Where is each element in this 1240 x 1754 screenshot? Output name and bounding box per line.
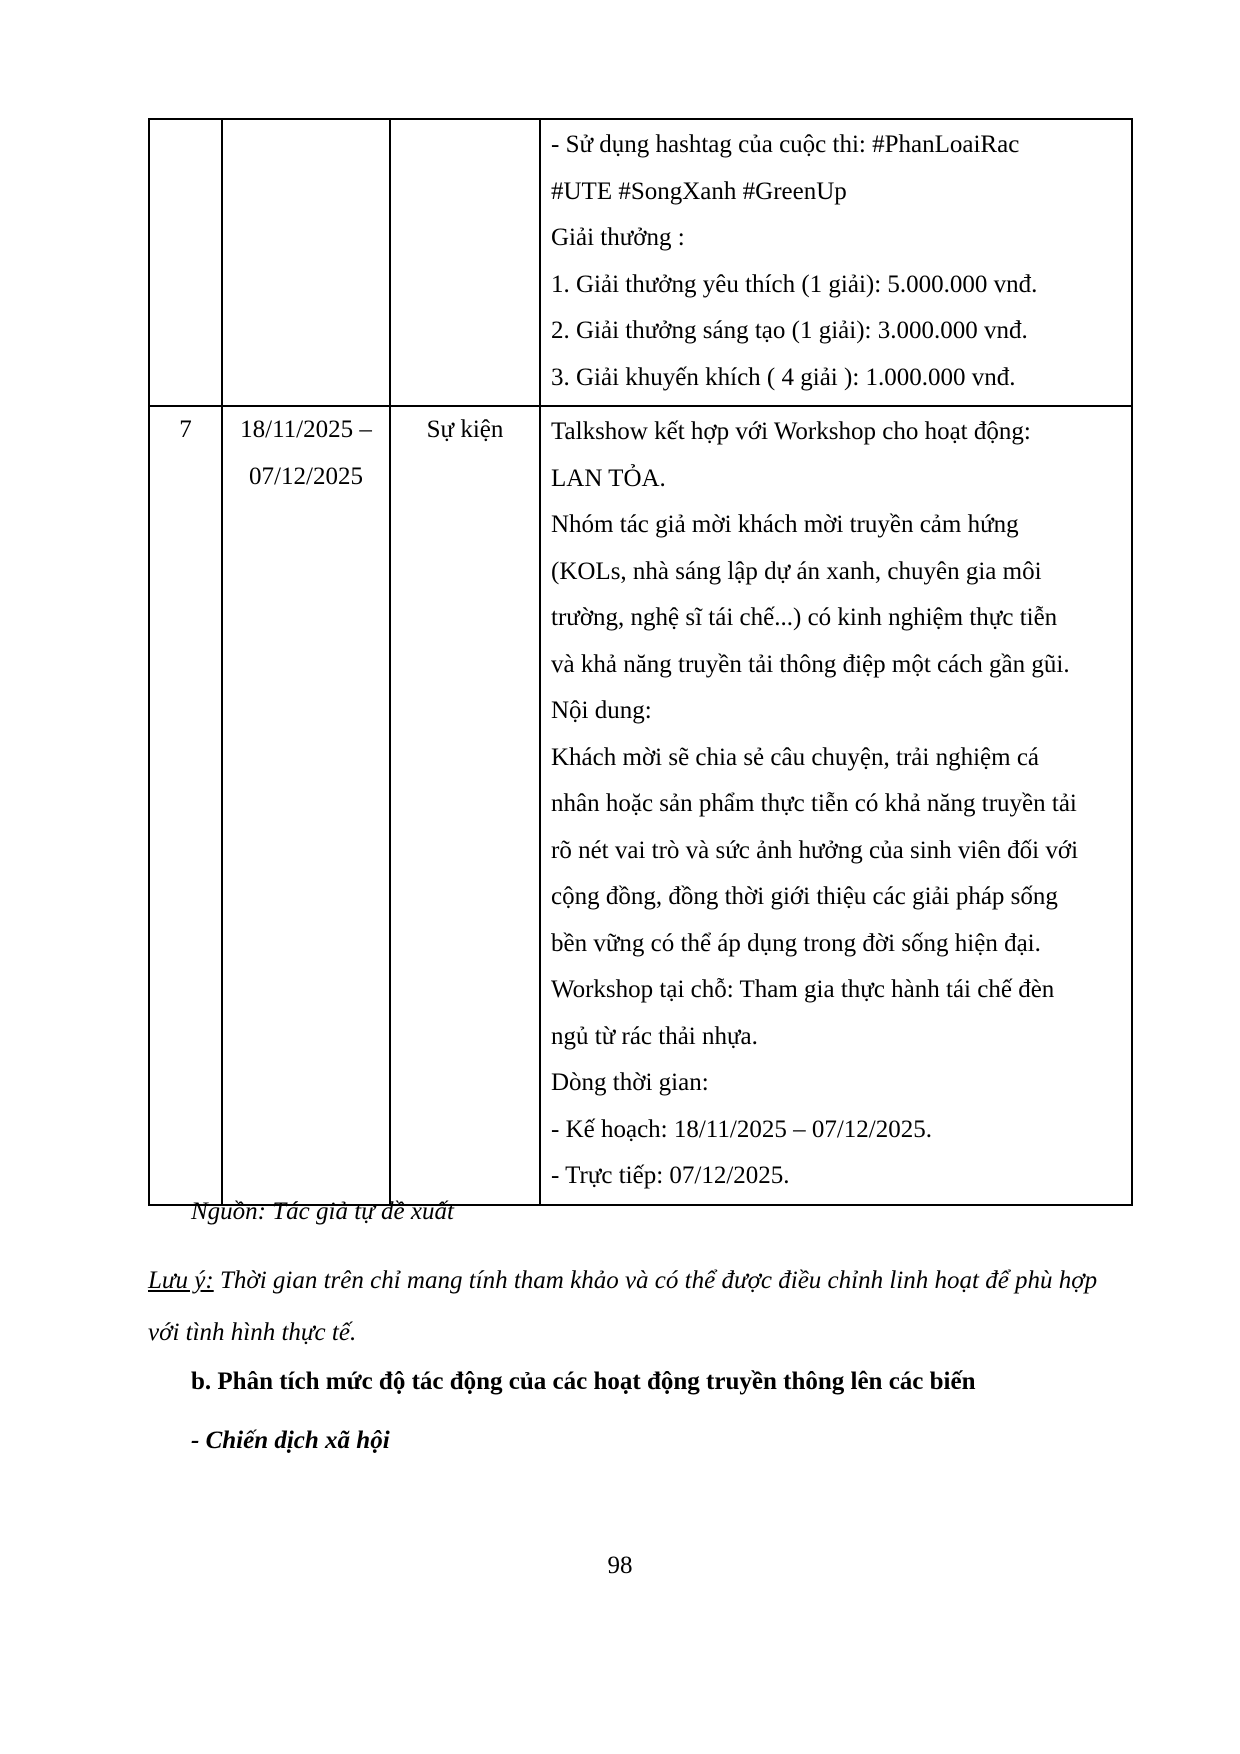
- content-line: Nội dung:: [551, 697, 652, 724]
- source-caption: Nguồn: Tác giả tự đề xuất: [191, 1198, 454, 1225]
- content-line: Talkshow kết hợp với Workshop cho hoạt động:: [551, 418, 1031, 445]
- content-lines: [541, 407, 1131, 1204]
- stt-cell: 7: [149, 406, 222, 1205]
- content-line: Giải thưởng :: [551, 224, 685, 251]
- content-line: - Kế hoạch: 18/11/2025 – 07/12/2025.: [551, 1115, 932, 1143]
- content-line: - Sử dụng hashtag của cuộc thi: #PhanLoaiRac: [551, 131, 1020, 158]
- content-line: trường, nghệ sĩ tái chế...) có kinh nghiệm thực tiễn: [551, 604, 1058, 631]
- content-line: và khả năng truyền tải thông điệp một cách gần gũi.: [551, 650, 1070, 678]
- content-line: (KOLs, nhà sáng lập dự án xanh, chuyên gia môi: [551, 557, 1042, 585]
- note-label: Lưu ý:: [148, 1267, 214, 1294]
- time-cell: [222, 406, 390, 1205]
- content-line: 2. Giải thưởng sáng tạo (1 giải): 3.000.000 vnđ.: [551, 317, 1028, 344]
- content-line: cộng đồng, đồng thời giới thiệu các giải pháp sống: [551, 883, 1058, 910]
- content-line: bền vững có thể áp dụng trong đời sống hiện đại.: [551, 929, 1041, 957]
- content-line: 1. Giải thưởng yêu thích (1 giải): 5.000.000 vnđ.: [551, 270, 1038, 298]
- time-start: 18/11/2025 –: [240, 416, 372, 443]
- type-cell: Sự kiện: [390, 406, 540, 1205]
- table-row: [149, 406, 1132, 1205]
- content-line: Nhóm tác giả mời khách mời truyền cảm hứng: [551, 511, 1019, 538]
- content-line: nhân hoặc sản phẩm thực tiễn có khả năng truyền tải: [551, 790, 1077, 817]
- section-heading: b. Phân tích mức độ tác động của các hoạt động truyền thông lên các biến: [191, 1368, 976, 1395]
- content-line: Khách mời sẽ chia sẻ câu chuyện, trải nghiệm cá: [551, 743, 1040, 771]
- note-paragraph: [148, 1255, 1128, 1359]
- section-subheading: - Chiến dịch xã hội: [191, 1427, 390, 1454]
- content-line: 3. Giải khuyến khích ( 4 giải ): 1.000.000 vnđ.: [551, 363, 1016, 391]
- content-line: rõ nét vai trò và sức ảnh hưởng của sinh viên đối với: [551, 836, 1079, 864]
- content-line: #UTE #SongXanh #GreenUp: [551, 177, 847, 205]
- type-cell: [390, 119, 540, 406]
- note-text: Thời gian trên chỉ mang tính tham khảo và có thể được điều chỉnh linh hoạt để phù hợp với tình hình thực tế.: [148, 1267, 1098, 1346]
- time-cell: [222, 119, 390, 406]
- stt-cell: [149, 119, 222, 406]
- content-line: Workshop tại chỗ: Tham gia thực hành tái chế đèn: [551, 976, 1055, 1003]
- content-lines: [541, 120, 1131, 405]
- table-row: [149, 119, 1132, 406]
- content-cell: [540, 119, 1132, 406]
- content-cell: [540, 406, 1132, 1205]
- page-number: 98: [607, 1552, 633, 1579]
- content-line: Dòng thời gian:: [551, 1069, 709, 1096]
- content-line: - Trực tiếp: 07/12/2025.: [551, 1162, 790, 1189]
- activity-plan-table: [148, 118, 1133, 1206]
- content-line: ngủ từ rác thải nhựa.: [551, 1022, 758, 1050]
- time-end: 07/12/2025: [249, 462, 363, 490]
- content-line: LAN TỎA.: [551, 464, 666, 492]
